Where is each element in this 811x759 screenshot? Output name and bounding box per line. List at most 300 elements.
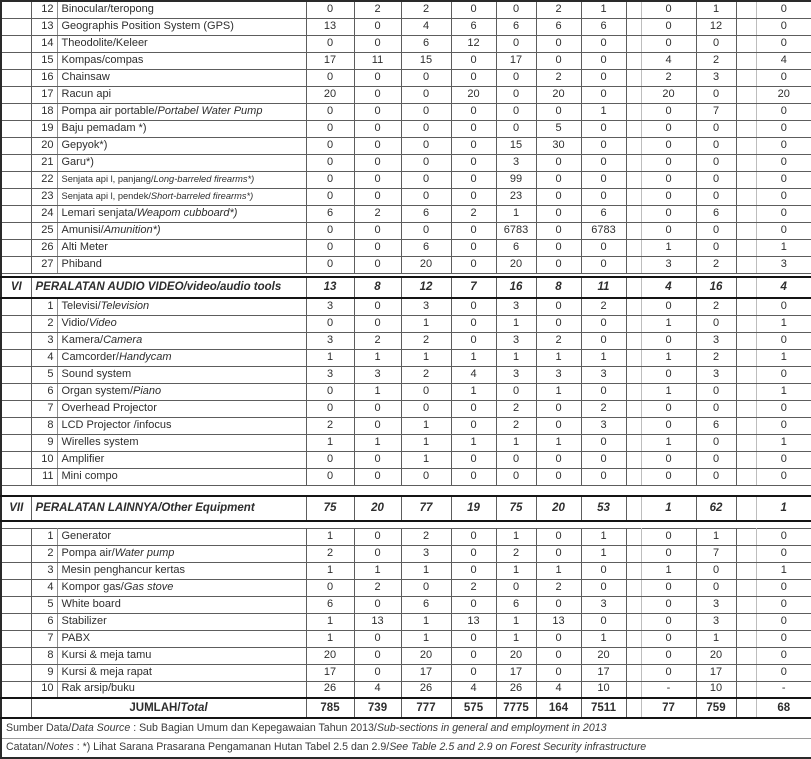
value-cell: 2 — [696, 349, 736, 366]
value-cell: 1 — [696, 528, 736, 545]
separator-cell — [736, 562, 756, 579]
separator-cell — [736, 434, 756, 451]
value-cell: 0 — [536, 315, 581, 332]
row-number: 19 — [31, 120, 57, 137]
value-cell: 3 — [581, 417, 626, 434]
section-numeral-cell — [1, 1, 31, 18]
value-cell: 0 — [401, 171, 451, 188]
value-cell: 2 — [354, 1, 401, 18]
value-cell: 0 — [696, 35, 736, 52]
table-row — [1, 171, 811, 188]
separator-cell — [626, 137, 641, 154]
value-cell: 26 — [496, 681, 536, 698]
value-cell: 1 — [536, 562, 581, 579]
value-cell: 8 — [536, 277, 581, 298]
value-cell: 575 — [451, 698, 496, 718]
separator-cell — [736, 630, 756, 647]
section-numeral-cell — [1, 468, 31, 485]
value-cell: 17 — [581, 664, 626, 681]
value-cell: 3 — [696, 69, 736, 86]
value-cell: 0 — [696, 239, 736, 256]
section-numeral-cell — [1, 451, 31, 468]
value-cell: 0 — [581, 188, 626, 205]
value-cell: 0 — [756, 613, 811, 630]
row-number: 3 — [31, 562, 57, 579]
row-number: 7 — [31, 630, 57, 647]
value-cell: 0 — [496, 1, 536, 18]
grand-total-label-id: JUMLAH/ — [129, 701, 181, 714]
separator-cell — [626, 69, 641, 86]
value-cell: 2 — [401, 366, 451, 383]
row-number: 2 — [31, 315, 57, 332]
value-cell: 4 — [536, 681, 581, 698]
value-cell: 7775 — [496, 698, 536, 718]
section-numeral-cell — [1, 349, 31, 366]
value-cell: 0 — [641, 596, 696, 613]
table-row — [1, 417, 811, 434]
footer-source-segment: Data Source — [71, 721, 131, 734]
value-cell: 13 — [536, 613, 581, 630]
value-cell: 2 — [306, 417, 354, 434]
row-label-roman: Camcorder/ — [61, 350, 119, 363]
separator-cell — [626, 120, 641, 137]
value-cell: 0 — [401, 383, 451, 400]
row-number: 17 — [31, 86, 57, 103]
row-label-italic: Weapom cubboard*) — [136, 206, 238, 219]
value-cell: 1 — [756, 496, 811, 521]
value-cell: 0 — [756, 528, 811, 545]
value-cell: 0 — [354, 35, 401, 52]
row-number: 25 — [31, 222, 57, 239]
section-numeral-cell — [1, 613, 31, 630]
value-cell: 0 — [581, 451, 626, 468]
value-cell: 1 — [756, 315, 811, 332]
value-cell: 20 — [496, 647, 536, 664]
value-cell: 164 — [536, 698, 581, 718]
row-label-roman: Sound system — [61, 367, 132, 380]
value-cell: 0 — [756, 154, 811, 171]
separator-cell — [626, 205, 641, 222]
row-label-italic: Gas stove — [123, 580, 174, 593]
value-cell: 0 — [756, 120, 811, 137]
separator-cell — [626, 188, 641, 205]
value-cell: 3 — [581, 366, 626, 383]
value-cell: 53 — [581, 496, 626, 521]
value-cell: 17 — [696, 664, 736, 681]
row-label — [57, 647, 306, 664]
value-cell: 0 — [496, 35, 536, 52]
value-cell: 0 — [581, 579, 626, 596]
value-cell: 0 — [756, 664, 811, 681]
row-label — [57, 18, 306, 35]
row-label — [57, 315, 306, 332]
value-cell: 1 — [756, 562, 811, 579]
value-cell: 0 — [641, 468, 696, 485]
value-cell: 0 — [354, 239, 401, 256]
value-cell: 23 — [496, 188, 536, 205]
row-label — [57, 630, 306, 647]
section-title — [31, 496, 306, 521]
row-label-roman: Lemari senjata/ — [61, 206, 137, 219]
row-label — [57, 613, 306, 630]
section-numeral-cell — [1, 137, 31, 154]
value-cell: 99 — [496, 171, 536, 188]
value-cell: 0 — [451, 545, 496, 562]
value-cell: 1 — [496, 528, 536, 545]
row-label — [57, 222, 306, 239]
table-row — [1, 1, 811, 18]
separator-cell — [736, 188, 756, 205]
value-cell: 20 — [536, 86, 581, 103]
value-cell: 0 — [641, 205, 696, 222]
value-cell: 0 — [641, 137, 696, 154]
separator-cell — [626, 256, 641, 273]
value-cell: 0 — [451, 528, 496, 545]
value-cell: 0 — [581, 120, 626, 137]
row-label-roman: Binocular/teropong — [61, 2, 154, 15]
row-label — [57, 205, 306, 222]
footer-notes-segment: : *) Lihat Sarana Prasarana Pengamanan Hutan Tabel 2.5 dan 2.9/ — [73, 741, 390, 754]
section-numeral-cell — [1, 35, 31, 52]
value-cell: 0 — [496, 103, 536, 120]
value-cell: 0 — [536, 222, 581, 239]
value-cell: 6 — [306, 205, 354, 222]
section-numeral-cell — [1, 579, 31, 596]
separator-cell — [736, 69, 756, 86]
section-numeral-cell — [1, 434, 31, 451]
table-row — [1, 468, 811, 485]
value-cell: 0 — [696, 383, 736, 400]
footer-source-segment: Sub-sections in general and employment in 2013 — [376, 721, 607, 734]
value-cell: 2 — [354, 332, 401, 349]
value-cell: 0 — [451, 562, 496, 579]
value-cell: 0 — [756, 137, 811, 154]
section-numeral-cell — [1, 205, 31, 222]
value-cell: 0 — [756, 222, 811, 239]
separator-cell — [736, 137, 756, 154]
value-cell: 1 — [306, 528, 354, 545]
separator-cell — [626, 451, 641, 468]
table-row — [1, 545, 811, 562]
value-cell: 0 — [756, 205, 811, 222]
value-cell: 2 — [696, 256, 736, 273]
footer-notes-segment: See Table 2.5 and 2.9 on Forest Security infrastructure — [389, 741, 647, 754]
spacer-cell — [1, 485, 811, 496]
value-cell: 0 — [451, 664, 496, 681]
separator-cell — [736, 171, 756, 188]
value-cell: 4 — [354, 681, 401, 698]
row-label — [57, 400, 306, 417]
row-number: 6 — [31, 613, 57, 630]
value-cell: 0 — [451, 332, 496, 349]
value-cell: 0 — [696, 315, 736, 332]
row-label-roman: Mini compo — [61, 469, 118, 482]
value-cell: 0 — [354, 596, 401, 613]
row-label — [57, 468, 306, 485]
value-cell: 0 — [536, 256, 581, 273]
value-cell: 0 — [451, 69, 496, 86]
value-cell: 0 — [451, 596, 496, 613]
separator-cell — [626, 298, 641, 315]
table-row — [1, 647, 811, 664]
value-cell: 0 — [354, 528, 401, 545]
value-cell: 0 — [401, 120, 451, 137]
value-cell: 2 — [581, 298, 626, 315]
value-cell: 1 — [354, 562, 401, 579]
value-cell: 1 — [581, 349, 626, 366]
table-row — [1, 239, 811, 256]
row-label — [57, 298, 306, 315]
row-label — [57, 528, 306, 545]
value-cell: 1 — [401, 417, 451, 434]
section-numeral-cell — [1, 239, 31, 256]
value-cell: 6 — [496, 239, 536, 256]
separator-cell — [736, 277, 756, 298]
separator-cell — [736, 496, 756, 521]
section-numeral-cell — [1, 332, 31, 349]
value-cell: 0 — [581, 35, 626, 52]
separator-cell — [626, 698, 641, 718]
row-label — [57, 349, 306, 366]
row-label-roman: Senjata api l, pendek/ — [61, 190, 151, 201]
value-cell: 0 — [401, 69, 451, 86]
value-cell: 17 — [401, 664, 451, 681]
value-cell: 7 — [696, 103, 736, 120]
value-cell: 20 — [581, 647, 626, 664]
value-cell: 0 — [354, 69, 401, 86]
value-cell: 0 — [306, 400, 354, 417]
value-cell: 0 — [401, 579, 451, 596]
value-cell: 0 — [354, 315, 401, 332]
row-label-roman: Amplifier — [61, 452, 105, 465]
footer-notes-segment: Notes — [46, 741, 74, 754]
separator-cell — [736, 451, 756, 468]
section-numeral-cell — [1, 545, 31, 562]
row-label-italic: Long-barreled firearms*) — [153, 173, 255, 184]
value-cell: 3 — [306, 366, 354, 383]
separator-cell — [736, 528, 756, 545]
row-label-roman: Senjata api l, panjang/ — [61, 173, 154, 184]
value-cell: 4 — [401, 18, 451, 35]
value-cell: 0 — [496, 383, 536, 400]
value-cell: 6 — [696, 417, 736, 434]
section-title-id: PERALATAN LAINNYA — [35, 502, 159, 515]
separator-cell — [626, 366, 641, 383]
value-cell: 3 — [696, 332, 736, 349]
value-cell: 0 — [536, 239, 581, 256]
separator-cell — [626, 383, 641, 400]
value-cell: 6783 — [496, 222, 536, 239]
row-label — [57, 332, 306, 349]
row-label-roman: Gepyok*) — [61, 138, 108, 151]
value-cell: 0 — [581, 171, 626, 188]
table-row — [1, 681, 811, 698]
value-cell: 17 — [496, 52, 536, 69]
value-cell: 2 — [641, 69, 696, 86]
value-cell: 0 — [451, 256, 496, 273]
value-cell: 0 — [451, 417, 496, 434]
value-cell: 0 — [306, 1, 354, 18]
value-cell: 0 — [696, 188, 736, 205]
value-cell: 0 — [536, 664, 581, 681]
value-cell: 0 — [641, 332, 696, 349]
value-cell: 0 — [756, 545, 811, 562]
value-cell: 0 — [451, 137, 496, 154]
row-label-roman: Organ system/ — [61, 384, 134, 397]
row-label — [57, 239, 306, 256]
section-numeral: VII — [1, 496, 31, 521]
value-cell: 6783 — [581, 222, 626, 239]
value-cell: 0 — [306, 315, 354, 332]
section-title-en: /Other Equipment — [158, 502, 255, 515]
value-cell: 20 — [696, 647, 736, 664]
separator-cell — [736, 698, 756, 718]
value-cell: 26 — [401, 681, 451, 698]
value-cell: 13 — [354, 613, 401, 630]
value-cell: 1 — [354, 349, 401, 366]
value-cell: 0 — [354, 647, 401, 664]
row-label — [57, 681, 306, 698]
table-row — [1, 664, 811, 681]
value-cell: 2 — [401, 528, 451, 545]
table-row — [1, 52, 811, 69]
value-cell: 2 — [536, 1, 581, 18]
value-cell: 0 — [641, 222, 696, 239]
value-cell: 1 — [756, 383, 811, 400]
value-cell: 62 — [696, 496, 736, 521]
value-cell: 0 — [536, 298, 581, 315]
value-cell: 68 — [756, 698, 811, 718]
value-cell: 0 — [581, 562, 626, 579]
value-cell: 6 — [451, 18, 496, 35]
row-number: 8 — [31, 417, 57, 434]
section-numeral-cell — [1, 188, 31, 205]
footer-source-segment: Sumber Data/ — [6, 721, 72, 734]
table-row — [1, 400, 811, 417]
value-cell: 2 — [354, 205, 401, 222]
table-row — [1, 383, 811, 400]
value-cell: 0 — [536, 528, 581, 545]
value-cell: - — [641, 681, 696, 698]
table-row — [1, 69, 811, 86]
value-cell: 0 — [451, 400, 496, 417]
row-number: 4 — [31, 349, 57, 366]
value-cell: 0 — [641, 120, 696, 137]
value-cell: 2 — [581, 400, 626, 417]
value-cell: 0 — [451, 468, 496, 485]
value-cell: 1 — [496, 630, 536, 647]
footer-source — [1, 718, 811, 738]
separator-cell — [736, 400, 756, 417]
table-row — [1, 120, 811, 137]
value-cell: 0 — [451, 222, 496, 239]
equipment-table-body — [1, 1, 811, 758]
value-cell: 0 — [641, 1, 696, 18]
separator-cell — [626, 664, 641, 681]
section-header-row — [1, 496, 811, 521]
value-cell: 0 — [581, 315, 626, 332]
value-cell: 0 — [581, 613, 626, 630]
table-row — [1, 188, 811, 205]
value-cell: 1 — [696, 630, 736, 647]
value-cell: 0 — [306, 120, 354, 137]
section-numeral-cell — [1, 86, 31, 103]
section-numeral-cell — [1, 103, 31, 120]
row-number: 10 — [31, 681, 57, 698]
value-cell: 0 — [354, 137, 401, 154]
value-cell: 0 — [401, 86, 451, 103]
spacer-cell — [1, 521, 811, 528]
separator-cell — [626, 18, 641, 35]
separator-cell — [736, 579, 756, 596]
value-cell: 0 — [756, 468, 811, 485]
value-cell: 0 — [581, 52, 626, 69]
separator-cell — [626, 417, 641, 434]
grand-total-row — [1, 698, 811, 718]
table-row — [1, 451, 811, 468]
value-cell: 0 — [354, 298, 401, 315]
value-cell: 0 — [451, 120, 496, 137]
row-number: 10 — [31, 451, 57, 468]
value-cell: 0 — [641, 647, 696, 664]
value-cell: 0 — [756, 103, 811, 120]
value-cell: 12 — [401, 277, 451, 298]
value-cell: 0 — [451, 630, 496, 647]
value-cell: 1 — [536, 383, 581, 400]
value-cell: 0 — [696, 154, 736, 171]
value-cell: 785 — [306, 698, 354, 718]
separator-cell — [736, 596, 756, 613]
separator-cell — [626, 171, 641, 188]
row-number: 12 — [31, 1, 57, 18]
section-title-id: PERALATAN AUDIO VIDEO — [35, 281, 184, 294]
value-cell: 0 — [306, 579, 354, 596]
value-cell: 0 — [696, 451, 736, 468]
separator-cell — [626, 545, 641, 562]
separator-cell — [736, 349, 756, 366]
value-cell: 0 — [756, 451, 811, 468]
value-cell: 0 — [536, 630, 581, 647]
value-cell: 3 — [696, 613, 736, 630]
row-label-roman: Pompa air portable/ — [61, 104, 158, 117]
value-cell: 0 — [306, 383, 354, 400]
row-label — [57, 562, 306, 579]
row-number: 1 — [31, 528, 57, 545]
row-number: 16 — [31, 69, 57, 86]
value-cell: 1 — [496, 315, 536, 332]
value-cell: 0 — [306, 239, 354, 256]
value-cell: 3 — [536, 366, 581, 383]
value-cell: 20 — [306, 86, 354, 103]
value-cell: 0 — [536, 103, 581, 120]
value-cell: 4 — [641, 277, 696, 298]
value-cell: 0 — [756, 647, 811, 664]
value-cell: 0 — [756, 630, 811, 647]
row-label — [57, 171, 306, 188]
value-cell: 6 — [401, 205, 451, 222]
separator-cell — [626, 434, 641, 451]
separator-cell — [626, 332, 641, 349]
separator-cell — [736, 1, 756, 18]
value-cell: 1 — [581, 103, 626, 120]
value-cell: 7 — [696, 545, 736, 562]
value-cell: 0 — [451, 154, 496, 171]
value-cell: 16 — [496, 277, 536, 298]
row-number: 5 — [31, 366, 57, 383]
value-cell: 0 — [306, 256, 354, 273]
value-cell: 0 — [581, 468, 626, 485]
value-cell: 1 — [401, 562, 451, 579]
